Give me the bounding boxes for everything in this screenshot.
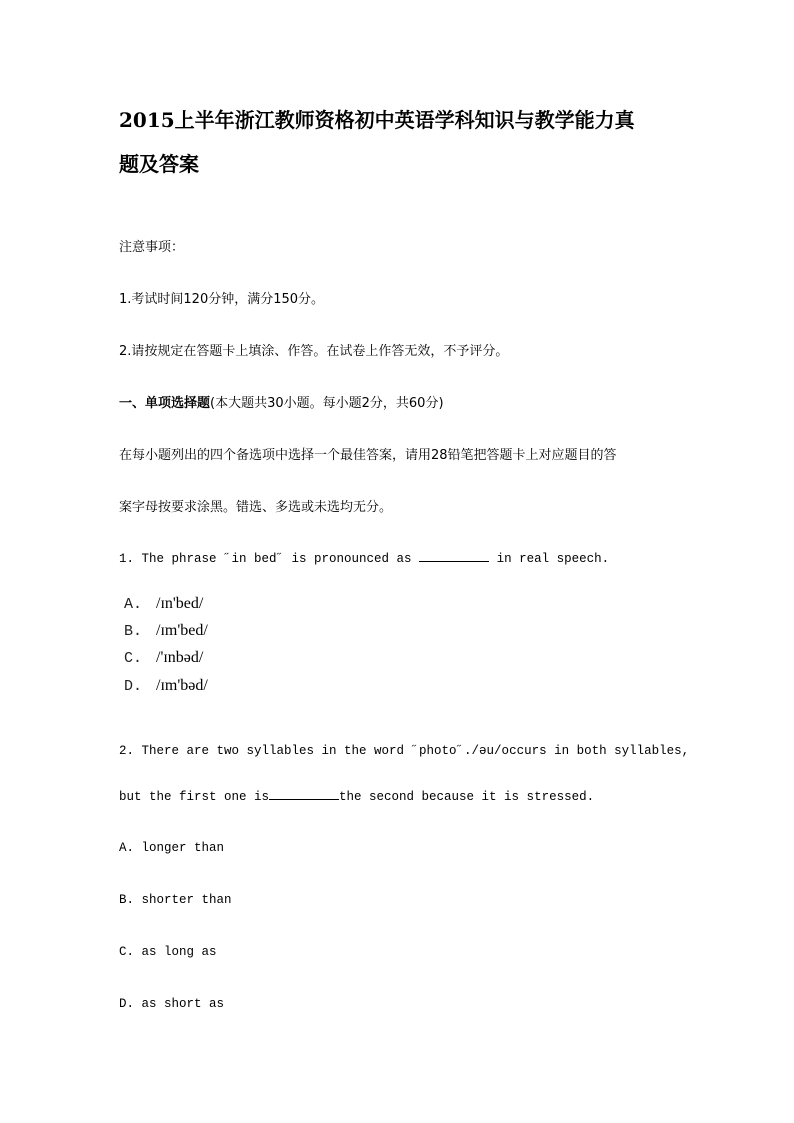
question-2-stem-line-2 [119,789,594,804]
q2-option-d: D. as short as [119,997,225,1011]
notice-item-2: 2.请按规定在答题卡上填涂、作答。在试卷上作答无效，不予评分。 [119,344,509,359]
section-heading [119,392,444,411]
option-text: /ɪm'bed/ [156,622,208,639]
q2-option-a: A. longer than [119,841,225,855]
instruction-line-1: 在每小题列出的四个备选项中选择一个最佳答案，请用28铅笔把答题卡上对应题目的答 [119,448,617,463]
q1-stem-after: in real speech. [489,552,610,566]
option-text: /ɪm'bəd/ [156,677,208,694]
section-title: 一、单项选择题 [119,396,211,411]
option-letter: D. [124,678,143,695]
option-letter: B. [124,623,143,640]
answer-blank [419,551,489,562]
question-2-stem-line-1: 2. There are two syllables in the word ˝photo˝./əu/occurs in both syllables, [119,744,690,758]
option-letter: A. [124,596,143,613]
q2-stem-after: the second because it is stressed. [339,790,595,804]
option-text: /ɪn'bed/ [156,595,204,612]
q1-option-d [124,676,208,695]
notice-heading: 注意事项： [119,240,185,255]
section-note: (本大题共30小题。每小题2分，共60分) [210,396,444,411]
option-letter: C. [124,650,143,667]
q1-stem-before: 1. The phrase ˝in bed˝ is pronounced as [119,552,420,566]
q2-option-c: C. as long as [119,945,217,959]
answer-blank [269,789,339,800]
document-title-line-2: 题及答案 [119,152,199,176]
q1-option-b [124,621,208,640]
notice-item-1: 1.考试时间120分钟，满分150分。 [119,292,325,307]
document-title-line-1: 2015上半年浙江教师资格初中英语学科知识与教学能力真 [119,108,635,132]
q1-option-a [124,594,203,613]
q2-stem-before: but the first one is [119,790,270,804]
instruction-line-2: 案字母按要求涂黑。错选、多选或未选均无分。 [119,500,393,515]
q2-option-b: B. shorter than [119,893,232,907]
option-text: /'ɪnbəd/ [156,649,204,666]
question-1-stem [119,551,609,566]
q1-option-c [124,648,203,667]
